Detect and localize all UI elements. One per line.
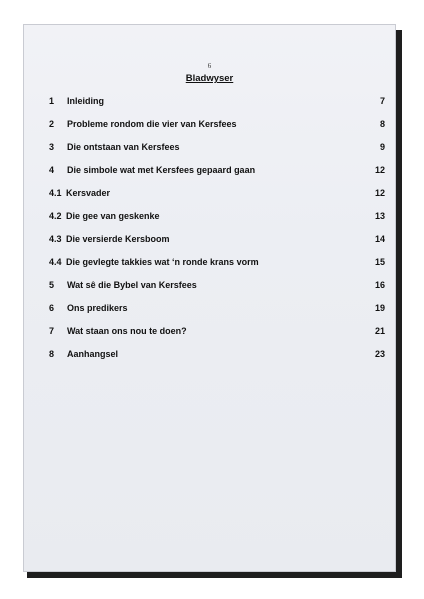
- toc-entry-number: 4.1: [49, 188, 62, 198]
- toc-entry-number: 2: [49, 119, 55, 129]
- toc-entry-title: Inleiding: [67, 96, 104, 106]
- toc-entry-title: Die versierde Kersboom: [66, 234, 170, 244]
- document-page: [23, 24, 396, 572]
- toc-entry: [49, 141, 385, 164]
- toc-entry-page: 21: [374, 326, 385, 336]
- toc-entry-title: Wat staan ons nou te doen?: [67, 326, 187, 336]
- toc-entry-page: 9: [379, 142, 385, 152]
- toc-entry-number: 3: [49, 142, 55, 152]
- toc-entry-title: Wat sê die Bybel van Kersfees: [67, 280, 197, 290]
- toc-entry-title: Kersvader: [66, 188, 111, 198]
- toc-entry: [49, 118, 385, 141]
- table-of-contents: [49, 95, 385, 371]
- toc-subentry: [49, 210, 385, 233]
- toc-subentry: [49, 187, 385, 210]
- toc-entry-title: Die simbole wat met Kersfees gepaard gaan: [67, 165, 256, 175]
- toc-entry-number: 4.3: [49, 234, 62, 244]
- toc-entry: [49, 348, 385, 371]
- toc-entry: [49, 279, 385, 302]
- toc-entry-page: 13: [374, 211, 385, 221]
- toc-entry: [49, 325, 385, 348]
- page-number: 6: [207, 62, 212, 70]
- toc-entry-page: 12: [374, 188, 385, 198]
- toc-entry-page: 8: [379, 119, 385, 129]
- toc-entry-number: 4.2: [49, 211, 62, 221]
- toc-entry-page: 16: [374, 280, 385, 290]
- toc-entry-title: Die gee van geskenke: [66, 211, 160, 221]
- toc-entry-number: 1: [49, 96, 55, 106]
- toc-entry-title: Ons predikers: [67, 303, 128, 313]
- toc-entry-page: 19: [374, 303, 385, 313]
- toc-entry: [49, 95, 385, 118]
- toc-entry-number: 8: [49, 349, 55, 359]
- toc-entry-page: 7: [379, 96, 385, 106]
- toc-entry-title: Aanhangsel: [67, 349, 119, 359]
- toc-subentry: [49, 256, 385, 279]
- toc-entry-title: Probleme rondom die vier van Kersfees: [67, 119, 237, 129]
- toc-entry-number: 5: [49, 280, 55, 290]
- toc-entry-number: 4: [49, 165, 55, 175]
- toc-entry-page: 15: [374, 257, 385, 267]
- toc-entry-page: 23: [374, 349, 385, 359]
- toc-entry-number: 4.4: [49, 257, 62, 267]
- toc-entry-title: Die gevlegte takkies wat ‘n ronde krans vorm: [66, 257, 259, 267]
- toc-entry-page: 14: [374, 234, 385, 244]
- page-title: Bladwyser: [185, 73, 234, 84]
- toc-subentry: [49, 233, 385, 256]
- toc-entry-page: 12: [374, 165, 385, 175]
- toc-entry-title: Die ontstaan van Kersfees: [67, 142, 180, 152]
- toc-entry-number: 6: [49, 303, 55, 313]
- toc-entry: [49, 164, 385, 187]
- toc-entry-number: 7: [49, 326, 55, 336]
- toc-entry: [49, 302, 385, 325]
